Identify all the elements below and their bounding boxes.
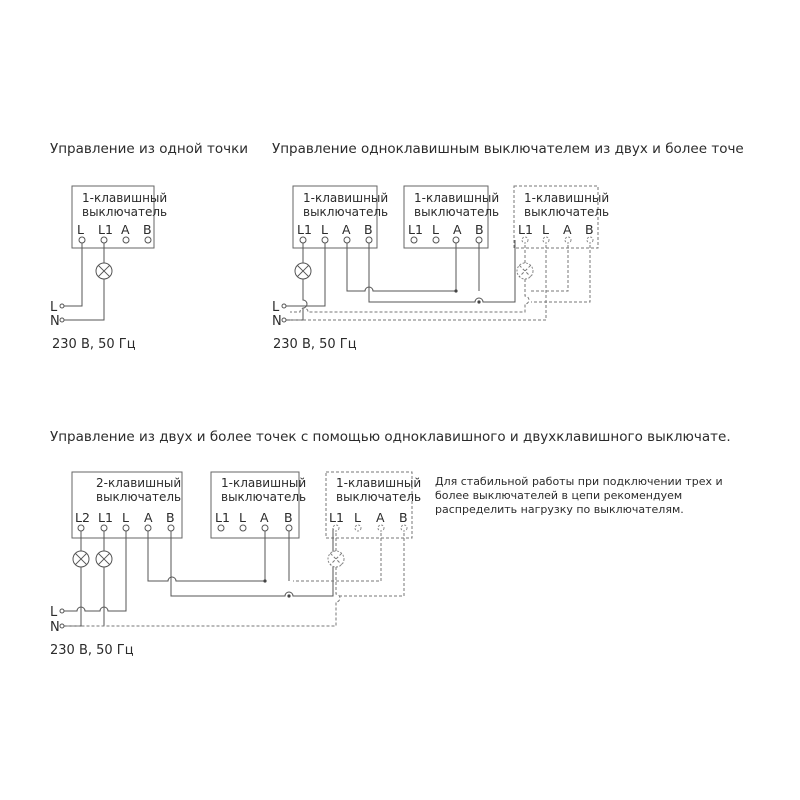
double-terminal-l1 xyxy=(101,525,107,531)
switch3-label-line1: 1-клавишный xyxy=(524,191,610,205)
switch-label-line2: выключатель xyxy=(82,205,168,219)
switch2-terminal-l1 xyxy=(411,237,417,243)
terminal-a xyxy=(123,237,129,243)
double-switch-label-line1: 2-клавишный xyxy=(96,476,182,490)
wire-lamp1-n xyxy=(62,567,81,626)
switch3-terminal-label-l: L xyxy=(542,222,549,237)
switch2-terminal-label-l: L xyxy=(432,222,439,237)
title-one-point: Управление из одной точки xyxy=(50,141,248,157)
rail-label-l: L xyxy=(272,300,280,315)
lamp-icon xyxy=(96,263,112,279)
switch3-terminal-label-b: B xyxy=(585,222,594,237)
switch2-terminal-label-a: A xyxy=(453,222,462,237)
wire-s3-lamp-n xyxy=(290,279,529,312)
lamp-icon xyxy=(73,551,89,567)
double-terminal-b xyxy=(168,525,174,531)
switch3-label-line2: выключатель xyxy=(524,205,610,219)
switch3-terminal-label-a: A xyxy=(563,222,572,237)
double-terminal-label-l2: L2 xyxy=(75,510,90,525)
switch1-terminal-b xyxy=(366,237,372,243)
switch3-terminal-label-b: B xyxy=(399,510,408,525)
wire-l-to-switch xyxy=(64,240,82,306)
diagram-two-points-combo xyxy=(50,472,421,658)
switch2-terminal-a xyxy=(453,237,459,243)
switch2-terminal-label-b: B xyxy=(284,510,293,525)
diagram-two-points xyxy=(272,186,609,352)
rail-l-terminal xyxy=(60,609,64,613)
switch3-label-line1: 1-клавишный xyxy=(336,476,422,490)
switch3-terminal-l xyxy=(543,237,549,243)
double-terminal-label-b: B xyxy=(166,510,175,525)
rail-label-l: L xyxy=(50,300,58,315)
supply-label: 230 В, 50 Гц xyxy=(52,337,136,352)
supply-label: 230 В, 50 Гц xyxy=(50,643,134,658)
switch2-terminal-l1 xyxy=(218,525,224,531)
double-terminal-l xyxy=(123,525,129,531)
switch-label-line1: 1-клавишный xyxy=(82,191,168,205)
switch1-terminal-a xyxy=(344,237,350,243)
switch1-terminal-label-l1: L1 xyxy=(297,222,312,237)
switch1-label-line1: 1-клавишный xyxy=(303,191,389,205)
rail-n-terminal xyxy=(282,318,286,322)
switch3-terminal-b xyxy=(587,237,593,243)
switch2-terminal-a xyxy=(262,525,268,531)
junction xyxy=(454,289,457,292)
rail-label-n: N xyxy=(272,314,282,329)
title-two-points: Управление одноклавишным выключателем из двух и более точе xyxy=(272,141,744,157)
switch2-terminal-label-l1: L1 xyxy=(215,510,230,525)
switch3-terminal-l1 xyxy=(333,525,339,531)
double-terminal-a xyxy=(145,525,151,531)
note xyxy=(435,475,723,516)
rail-label-n: N xyxy=(50,314,60,329)
double-terminal-label-l: L xyxy=(122,510,129,525)
double-terminal-l2 xyxy=(78,525,84,531)
switch2-terminal-label-a: A xyxy=(260,510,269,525)
switch2-terminal-label-b: B xyxy=(475,222,484,237)
switch2-terminal-label-l: L xyxy=(239,510,246,525)
switch2-terminal-l xyxy=(240,525,246,531)
switch3-terminal-label-a: A xyxy=(376,510,385,525)
switch3-terminal-label-l1: L1 xyxy=(329,510,344,525)
lamp-icon xyxy=(96,551,112,567)
rail-l-terminal xyxy=(282,304,286,308)
rail-n-terminal xyxy=(60,318,64,322)
switch3-terminal-b xyxy=(401,525,407,531)
switch3-terminal-l1 xyxy=(522,237,528,243)
switch2-label-line2: выключатель xyxy=(414,205,500,219)
terminal-label-l: L xyxy=(77,222,84,237)
junction xyxy=(477,300,480,303)
switch2-label-line1: 1-клавишный xyxy=(221,476,307,490)
double-terminal-label-a: A xyxy=(144,510,153,525)
switch2-terminal-b xyxy=(476,237,482,243)
wire-s3b xyxy=(531,240,590,302)
switch1-terminal-label-b: B xyxy=(364,222,373,237)
rail-l-terminal xyxy=(60,304,64,308)
terminal-b xyxy=(145,237,151,243)
terminal-label-b: B xyxy=(143,222,152,237)
terminal-l xyxy=(79,237,85,243)
terminal-label-a: A xyxy=(121,222,130,237)
switch2-terminal-b xyxy=(286,525,292,531)
switch3-terminal-label-l: L xyxy=(354,510,361,525)
terminal-label-l1: L1 xyxy=(98,222,113,237)
lamp-icon xyxy=(295,263,311,279)
switch3-terminal-label-l1: L1 xyxy=(518,222,533,237)
note-line1: Для стабильной работы при подключении трех и xyxy=(435,475,723,488)
supply-label: 230 В, 50 Гц xyxy=(273,337,357,352)
switch3-terminal-a xyxy=(378,525,384,531)
double-terminal-label-l1: L1 xyxy=(98,510,113,525)
wire-l-to-double xyxy=(62,528,126,611)
wire-s3l-n xyxy=(290,240,546,320)
wire-s1b-s2l1 xyxy=(369,240,515,302)
switch1-terminal-label-a: A xyxy=(342,222,351,237)
double-switch-label-line2: выключатель xyxy=(96,490,182,504)
switch1-terminal-l1 xyxy=(300,237,306,243)
title-two-points-combo: Управление из двух и более точек с помощью одноклавишного и двухклавишного выключате. xyxy=(50,429,731,445)
terminal-l1 xyxy=(101,237,107,243)
rail-label-l: L xyxy=(50,605,58,620)
rail-label-n: N xyxy=(50,620,60,635)
junction xyxy=(263,579,266,582)
switch2-terminal-label-l1: L1 xyxy=(408,222,423,237)
rail-n-terminal xyxy=(60,624,64,628)
switch2-label-line1: 1-клавишный xyxy=(414,191,500,205)
lamp-icon-optional xyxy=(328,551,344,567)
wire-lamp-to-n xyxy=(64,279,104,320)
lamp-icon-optional xyxy=(517,263,533,279)
switch2-terminal-l xyxy=(433,237,439,243)
switch1-terminal-l xyxy=(322,237,328,243)
switch3-terminal-a xyxy=(565,237,571,243)
note-line2: более выключателей в цепи рекомендуем xyxy=(435,489,683,502)
switch3-terminal-l xyxy=(355,525,361,531)
note-line3: распределить нагрузку по выключателям. xyxy=(435,503,684,516)
junction xyxy=(287,594,290,597)
switch1-label-line2: выключатель xyxy=(303,205,389,219)
switch1-terminal-label-l: L xyxy=(321,222,328,237)
switch2-label-line2: выключатель xyxy=(221,490,307,504)
switch3-label-line2: выключатель xyxy=(336,490,422,504)
diagram-one-point xyxy=(50,186,167,352)
wire-lamp-to-n xyxy=(285,279,307,320)
